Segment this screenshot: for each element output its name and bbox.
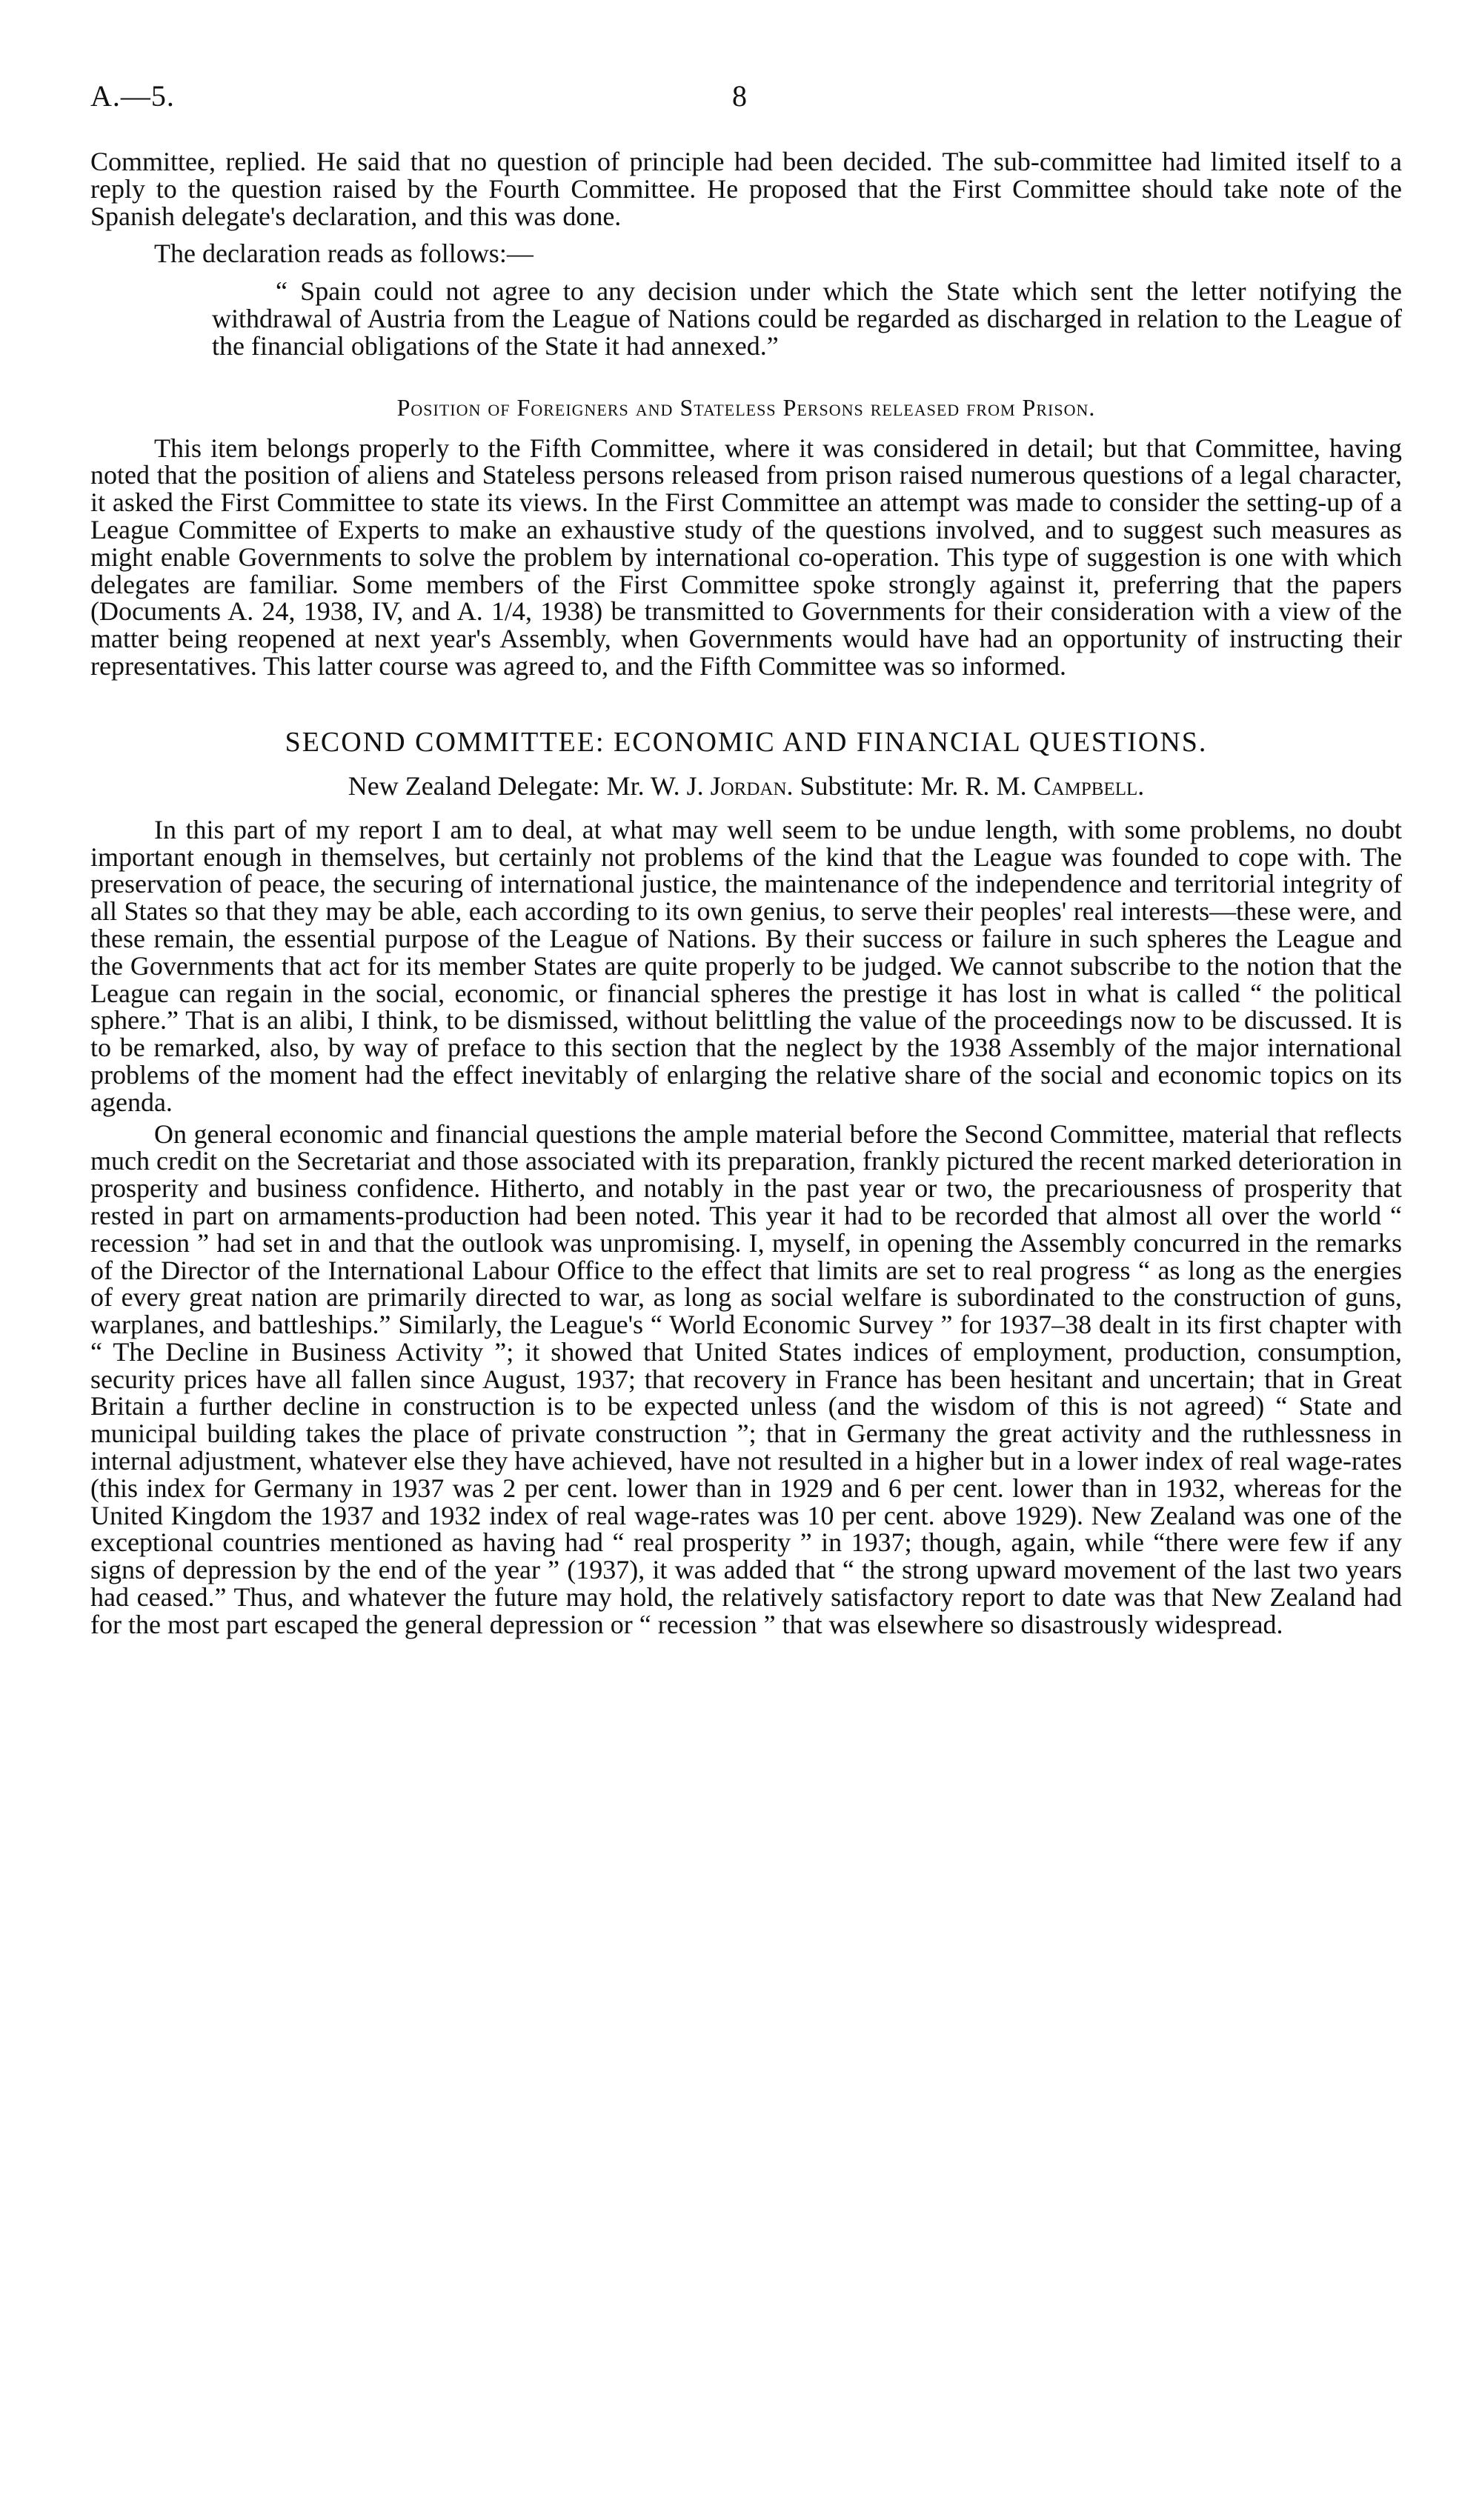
paragraph-report-preface: In this part of my report I am to deal, at what may well seem to be undue length, with some problems, no doubt important enough in themselves, but certainly not problems of the kind that the League was founded to cope with. The preservation of peace, the securing of international justice, the maintenance of the independence and territorial integrity of all States so that they may be able, each according to its own genius, to serve their peoples' real interests—these were, and these remain, the essential purpose of the League of Nations. By their success or failure in such spheres the League and the Governments that act for its member States are quite properly to be judged. We cannot subscribe to the notion that the League can regain in the social, economic, or financial spheres the prestige it has lost in what is called “ the political sphere.” That is an alibi, I think, to be dismissed, without belittling the value of the proceedings now to be discussed. It is to be remarked, also, by way of preface to this section that the neglect by the 1938 Assembly of the major international problems of the moment had the effect inevitably of enlarging the relative share of the social and economic topics on its agenda. — [90, 814, 1402, 1117]
quotation-spain-declaration: “ Spain could not agree to any decision under which the State which sent the letter notifying the withdrawal of Austria from the League of Nations could be regarded as discharged in relation to the League of the financial obligations of the State it had annexed.” — [212, 276, 1402, 361]
paragraph-declaration-intro: The declaration reads as follows:— — [154, 239, 534, 269]
delegates-line — [90, 770, 1402, 801]
page-header — [90, 79, 1409, 123]
paragraph-committee-reply: Committee, replied. He said that no question of principle had been decided. The sub-committee had limited itself to a reply to the question raised by the Fourth Committee. He proposed that the First Committee should take note of the Spanish delegate's declaration, and this was done. — [90, 147, 1402, 231]
substitute-label: . Substitute: Mr. R. M. — [786, 770, 1034, 801]
delegate-label: New Zealand Delegate: Mr. W. J. — [348, 770, 711, 801]
paragraph-foreigners: This item belongs properly to the Fifth Committee, where it was considered in detail; but that Committee, having noted that the position of aliens and Stateless persons released from prison raised numerous questions of a legal character, it asked the First Committee to state its views. In the First Committee an attempt was made to consider the setting-up of a League Committee of Experts to make an exhaustive study of the questions involved, and to suggest such measures as might enable Governments to solve the problem by international co-operation. This type of suggestion is one with which delegates are familiar. Some members of the First Committee spoke strongly against it, preferring that the papers (Documents A. 24, 1938, IV, and A. 1/4, 1938) be transmitted to Governments for their consideration with a view of the matter being reopened at next year's Assembly, when Governments would have had an opportunity of instructing their representatives. This latter course was agreed to, and the Fifth Committee was so informed. — [90, 433, 1402, 681]
paragraph-economic-questions: On general economic and financial questions the ample material before the Second Committee, material that reflects much credit on the Secretariat and those associated with its preparation, frankly pictured the recent marked deterioration in prosperity and business confidence. Hitherto, and notably in the past year or two, the precariousness of prosperity that rested in part on armaments-production had been noted. This year it had to be recorded that almost all over the world “ recession ” had set in and that the outlook was unpromising. I, myself, in opening the Assembly concurred in the remarks of the Director of the International Labour Office to the effect that limits are set to real progress “ as long as the energies of every great nation are primarily directed to war, as long as social welfare is subordinated to the construction of guns, warplanes, and battleships.” Similarly, the League's “ World Economic Survey ” for 1937–38 dealt in its first chapter with “ The Decline in Business Activity ”; it showed that United States indices of employment, production, consumption, security prices have all fallen since August, 1937; that recovery in France has been hesitant and uncertain; that in Great Britain a further decline in construction is to be expected unless (and the wisdom of this is not agreed) “ State and municipal building takes the place of private construction ”; that in Germany the great activity and the ruthlessness in internal adjustment, whatever else they have achieved, have not resulted in a higher but in a lower index of real wage-rates (this index for Germany in 1937 was 2 per cent. lower than in 1929 and 6 per cent. lower than in 1932, whereas for the United Kingdom the 1937 and 1932 index of real wage-rates was 10 per cent. above 1929). New Zealand was one of the exceptional countries mentioned as having had “ real prosperity ” in 1937; though, again, while “there were few if any signs of depression by the end of the year ” (1937), it was added that “ the strong upward movement of the last two years had ceased.” Thus, and whatever the future may hold, the relatively satisfactory report to date was that New Zealand had for the most part escaped the general depression or “ recession ” that was elsewhere so disastrously widespread. — [90, 1119, 1402, 1639]
section-heading-foreigners: Position of Foreigners and Stateless Persons released from Prison. — [396, 393, 1096, 421]
delegate-name: Jordan — [710, 770, 787, 801]
document-reference: A.—5. — [90, 79, 175, 113]
page-number: 8 — [732, 79, 747, 113]
substitute-name: Campbell — [1033, 770, 1138, 801]
page-body — [90, 148, 1402, 1639]
section-heading-second-committee: SECOND COMMITTEE: ECONOMIC AND FINANCIAL QUESTIONS. — [285, 726, 1208, 758]
delegates-line-end: . — [1137, 770, 1145, 801]
